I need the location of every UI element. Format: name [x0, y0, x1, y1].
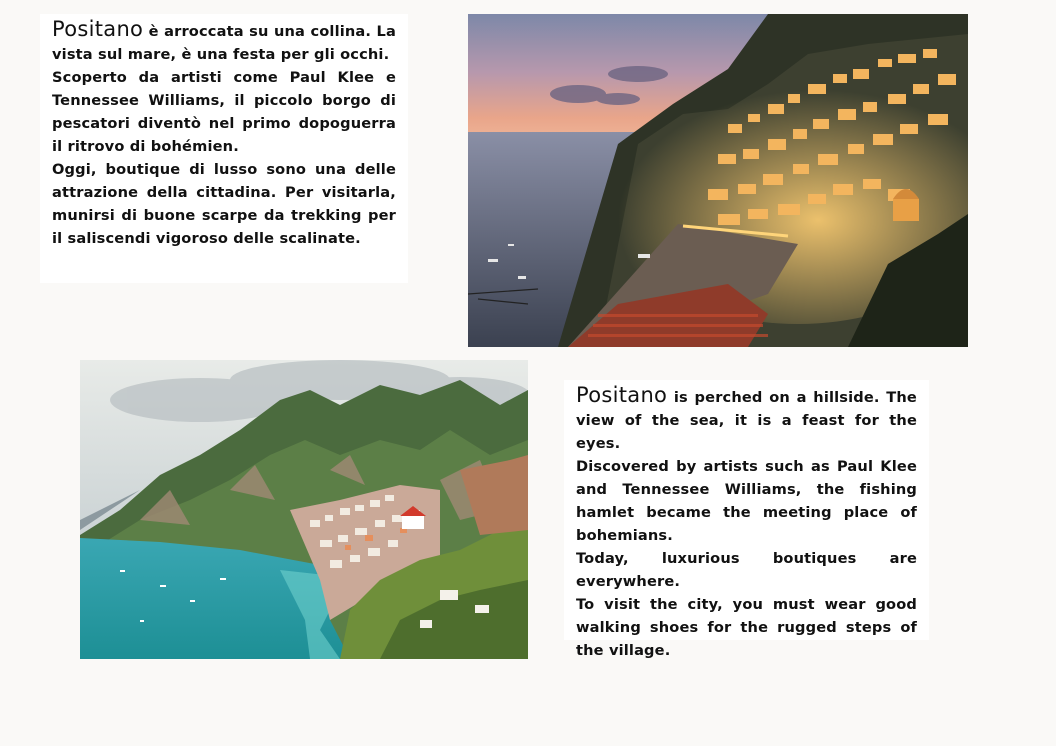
italian-text-block	[40, 14, 408, 283]
italian-lead-word: Positano	[52, 17, 144, 41]
italian-paragraph-1-text: è arroccata su una collina. La vista sul mare, è una festa per gli occhi.	[52, 23, 396, 63]
english-paragraph-4: To visit the city, you must wear good walking shoes for the rugged steps of the village.	[576, 596, 917, 659]
positano-night-illustration	[468, 14, 968, 347]
english-paragraph-2: Discovered by artists such as Paul Klee and Tennessee Williams, the fishing hamlet became the meeting place of bohemians.	[576, 458, 917, 544]
positano-night-photo	[468, 14, 968, 347]
italian-paragraph-2: Scoperto da artisti come Paul Klee e Tennessee Williams, il piccolo borgo di pescatori diventò nel primo dopoguerra il ritrovo di bohémien.	[52, 69, 396, 155]
positano-day-illustration	[80, 360, 528, 659]
positano-day-photo	[80, 360, 528, 659]
english-lead-word: Positano	[576, 383, 668, 407]
english-paragraph-3: Today, luxurious boutiques are everywhere.	[576, 550, 917, 590]
italian-paragraph-1	[52, 18, 396, 66]
english-paragraph-1-text: is perched on a hillside. The view of the sea, it is a feast for the eyes.	[576, 389, 917, 452]
italian-paragraph-3: Oggi, boutique di lusso sono una delle attrazione della cittadina. Per visitarla, munirsi di buone scarpe da trekking per il saliscendi vigoroso delle scalinate.	[52, 161, 396, 247]
english-paragraph-1	[576, 384, 917, 455]
english-text-block	[564, 380, 929, 659]
